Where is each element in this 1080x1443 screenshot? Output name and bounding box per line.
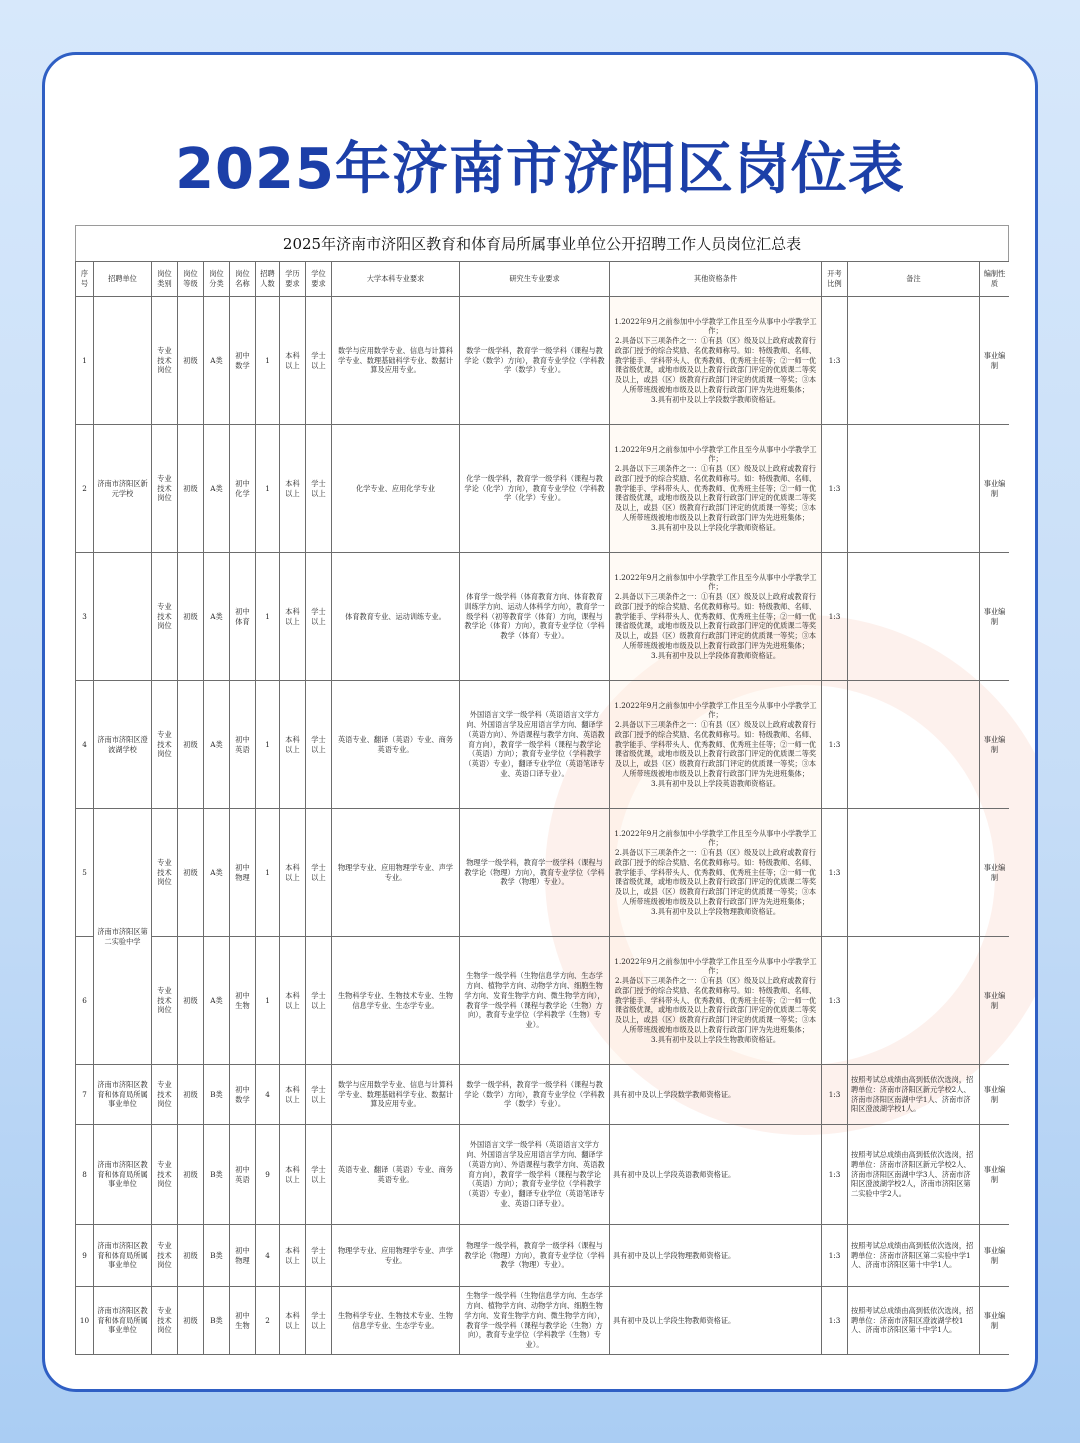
cell-edu: 本科以上 <box>280 681 306 809</box>
cell-no: 7 <box>76 1065 94 1125</box>
cell-nature: 事业编制 <box>980 553 1010 681</box>
cell-postgrad: 数学一级学科，教育学一级学科（课程与教学论（数学）方向），教育专业学位（学科教学（数学）专业）。 <box>460 1065 610 1125</box>
header-cell: 其他资格条件 <box>610 262 822 297</box>
cell-note <box>848 937 980 1065</box>
cell-count: 1 <box>256 681 280 809</box>
cell-no: 2 <box>76 425 94 553</box>
cell-degree: 学士以上 <box>306 553 332 681</box>
cell-ratio: 1:3 <box>822 1125 848 1225</box>
cell-unit <box>94 553 152 681</box>
table-row <box>76 681 1010 809</box>
cell-count: 2 <box>256 1287 280 1355</box>
cell-ratio: 1:3 <box>822 553 848 681</box>
cell-note: 按照考试总成绩由高到低依次选岗，招聘单位：济南市济阳区第二实验中学1人、济南市济阳区第十中学1人。 <box>848 1225 980 1287</box>
cell-degree: 学士以上 <box>306 1287 332 1355</box>
cell-level: 初级 <box>178 809 204 937</box>
cell-count: 1 <box>256 425 280 553</box>
cell-postgrad: 化学一级学科，教育学一级学科（课程与教学论（化学）方向），教育专业学位（学科教学（化学）专业）。 <box>460 425 610 553</box>
cell-edu: 本科以上 <box>280 1125 306 1225</box>
cell-undergrad: 生物科学专业、生物技术专业、生物信息学专业、生态学专业。 <box>332 1287 460 1355</box>
cell-other: 1.2022年9月之前参加中小学教学工作且至今从事中小学教学工作； 2.具备以下三项条件之一：①有县（区）级及以上政府或教育行政部门授予的综合奖励、名优教师称号。如：特级教师、名师、教学能手、学科带头人、优秀教师、优秀班主任等；②一师一优课省级优课，或地市级及以上教育行政部门评定的优质课二等奖及以上，或县（区）级教育行政部门评定的优质课一等奖；③本人所带班级被地市级及以上教育行政部门评为先进班集体； 3.具有初中及以上学段化学教师资格证。 <box>610 425 822 553</box>
header-cell: 岗位名称 <box>230 262 256 297</box>
cell-post: 初中英语 <box>230 1125 256 1225</box>
cell-unit: 济南市济阳区澄波湖学校 <box>94 681 152 809</box>
cell-unit: 济南市济阳区教育和体育局所属事业单位 <box>94 1125 152 1225</box>
cell-ratio: 1:3 <box>822 297 848 425</box>
cell-postgrad: 物理学一级学科，教育学一级学科（课程与教学论（物理）方向），教育专业学位（学科教学（物理）专业）。 <box>460 809 610 937</box>
cell-edu: 本科以上 <box>280 809 306 937</box>
cell-no: 6 <box>76 937 94 1065</box>
header-cell: 岗位等级 <box>178 262 204 297</box>
cell-count: 9 <box>256 1125 280 1225</box>
cell-category: 专业技术岗位 <box>152 809 178 937</box>
cell-degree: 学士以上 <box>306 809 332 937</box>
cell-other: 1.2022年9月之前参加中小学教学工作且至今从事中小学教学工作； 2.具备以下三项条件之一：①有县（区）级及以上政府或教育行政部门授予的综合奖励、名优教师称号。如：特级教师、名师、教学能手、学科带头人、优秀教师、优秀班主任等；②一师一优课省级优课，或地市级及以上教育行政部门评定的优质课二等奖及以上，或县（区）级教育行政部门评定的优质课一等奖；③本人所带班级被地市级及以上教育行政部门评为先进班集体； 3.具有初中及以上学段生物教师资格证。 <box>610 937 822 1065</box>
cell-note <box>848 297 980 425</box>
header-cell: 大学本科专业要求 <box>332 262 460 297</box>
cell-unit: 济南市济阳区教育和体育局所属事业单位 <box>94 1065 152 1125</box>
cell-edu: 本科以上 <box>280 1065 306 1125</box>
header-cell: 学历要求 <box>280 262 306 297</box>
header-cell: 招聘人数 <box>256 262 280 297</box>
cell-undergrad: 物理学专业、应用物理学专业、声学专业。 <box>332 809 460 937</box>
cell-nature: 事业编制 <box>980 1065 1010 1125</box>
cell-postgrad: 生物学一级学科（生物信息学方向、生态学方向、植物学方向、动物学方向、细胞生物学方向、发育生物学方向、微生物学方向），教育学一级学科（课程与教学论（生物）方向），教育专业学位（学科教学（生物）专业）。 <box>460 937 610 1065</box>
cell-note <box>848 425 980 553</box>
cell-unit: 济南市济阳区教育和体育局所属事业单位 <box>94 1225 152 1287</box>
table-row <box>76 1225 1010 1287</box>
cell-no: 4 <box>76 681 94 809</box>
cell-level: 初级 <box>178 1287 204 1355</box>
poster-card <box>42 52 1038 1392</box>
cell-other: 具有初中及以上学段数学教师资格证。 <box>610 1065 822 1125</box>
cell-level: 初级 <box>178 937 204 1065</box>
cell-unit: 济南市济阳区教育和体育局所属事业单位 <box>94 1287 152 1355</box>
cell-ratio: 1:3 <box>822 1225 848 1287</box>
cell-post: 初中生物 <box>230 937 256 1065</box>
cell-edu: 本科以上 <box>280 1225 306 1287</box>
cell-degree: 学士以上 <box>306 425 332 553</box>
cell-postgrad: 生物学一级学科（生物信息学方向、生态学方向、植物学方向、动物学方向、细胞生物学方向、发育生物学方向、微生物学方向），教育学一级学科（课程与教学论（生物）方向），教育专业学位（学科教学（生物）专业）。 <box>460 1287 610 1355</box>
cell-edu: 本科以上 <box>280 425 306 553</box>
cell-undergrad: 体育教育专业、运动训练专业。 <box>332 553 460 681</box>
cell-other: 1.2022年9月之前参加中小学教学工作且至今从事中小学教学工作； 2.具备以下三项条件之一：①有县（区）级及以上政府或教育行政部门授予的综合奖励、名优教师称号。如：特级教师、名师、教学能手、学科带头人、优秀教师、优秀班主任等；②一师一优课省级优课，或地市级及以上教育行政部门评定的优质课二等奖及以上，或县（区）级教育行政部门评定的优质课一等奖；③本人所带班级被地市级及以上教育行政部门评为先进班集体； 3.具有初中及以上学段体育教师资格证。 <box>610 553 822 681</box>
header-cell: 招聘单位 <box>94 262 152 297</box>
cell-class: A类 <box>204 681 230 809</box>
cell-level: 初级 <box>178 425 204 553</box>
table-row <box>76 937 1010 1065</box>
cell-class: B类 <box>204 1225 230 1287</box>
header-cell: 编制性质 <box>980 262 1010 297</box>
cell-class: A类 <box>204 937 230 1065</box>
cell-undergrad: 化学专业、应用化学专业 <box>332 425 460 553</box>
cell-ratio: 1:3 <box>822 425 848 553</box>
cell-degree: 学士以上 <box>306 681 332 809</box>
cell-no: 3 <box>76 553 94 681</box>
cell-ratio: 1:3 <box>822 1065 848 1125</box>
cell-no: 8 <box>76 1125 94 1225</box>
cell-edu: 本科以上 <box>280 553 306 681</box>
header-cell: 研究生专业要求 <box>460 262 610 297</box>
table-row <box>76 297 1010 425</box>
cell-post: 初中生物 <box>230 1287 256 1355</box>
cell-other: 1.2022年9月之前参加中小学教学工作且至今从事中小学教学工作； 2.具备以下三项条件之一：①有县（区）级及以上政府或教育行政部门授予的综合奖励、名优教师称号。如：特级教师、名师、教学能手、学科带头人、优秀教师、优秀班主任等；②一师一优课省级优课，或地市级及以上教育行政部门评定的优质课二等奖及以上，或县（区）级教育行政部门评定的优质课一等奖；③本人所带班级被地市级及以上教育行政部门评为先进班集体； 3.具有初中及以上学段英语教师资格证。 <box>610 681 822 809</box>
cell-ratio: 1:3 <box>822 937 848 1065</box>
table-title: 2025年济南市济阳区教育和体育局所属事业单位公开招聘工作人员岗位汇总表 <box>75 225 1009 261</box>
cell-level: 初级 <box>178 1125 204 1225</box>
cell-other: 1.2022年9月之前参加中小学教学工作且至今从事中小学教学工作； 2.具备以下三项条件之一：①有县（区）级及以上政府或教育行政部门授予的综合奖励、名优教师称号。如：特级教师、名师、教学能手、学科带头人、优秀教师、优秀班主任等；②一师一优课省级优课，或地市级及以上教育行政部门评定的优质课二等奖及以上，或县（区）级教育行政部门评定的优质课一等奖；③本人所带班级被地市级及以上教育行政部门评为先进班集体； 3.具有初中及以上学段数学教师资格证。 <box>610 297 822 425</box>
cell-count: 1 <box>256 937 280 1065</box>
cell-degree: 学士以上 <box>306 1065 332 1125</box>
cell-postgrad: 物理学一级学科，教育学一级学科（课程与教学论（物理）方向），教育专业学位（学科教学（物理）专业）。 <box>460 1225 610 1287</box>
cell-category: 专业技术岗位 <box>152 681 178 809</box>
cell-note <box>848 553 980 681</box>
cell-category: 专业技术岗位 <box>152 425 178 553</box>
cell-level: 初级 <box>178 297 204 425</box>
cell-level: 初级 <box>178 553 204 681</box>
cell-post: 初中化学 <box>230 425 256 553</box>
cell-class: A类 <box>204 553 230 681</box>
cell-ratio: 1:3 <box>822 1287 848 1355</box>
cell-no: 10 <box>76 1287 94 1355</box>
cell-post: 初中物理 <box>230 809 256 937</box>
cell-ratio: 1:3 <box>822 809 848 937</box>
table-row <box>76 1065 1010 1125</box>
header-cell: 备注 <box>848 262 980 297</box>
cell-postgrad: 数学一级学科，教育学一级学科（课程与教学论（数学）方向），教育专业学位（学科教学（数学）专业）。 <box>460 297 610 425</box>
cell-postgrad: 外国语言文学一级学科（英语语言文学方向、外国语言学及应用语言学方向、翻译学（英语方向）、外语课程与教学方向、英语教育方向），教育学一级学科（课程与教学论（英语）方向）；教育专业学位（学科教学（英语）专业），翻译专业学位（英语笔译专业、英语口译专业）。 <box>460 1125 610 1225</box>
cell-ratio: 1:3 <box>822 681 848 809</box>
cell-unit <box>94 297 152 425</box>
cell-unit: 济南市济阳区新元学校 <box>94 425 152 553</box>
cell-class: A类 <box>204 425 230 553</box>
cell-undergrad: 英语专业、翻译（英语）专业、商务英语专业。 <box>332 681 460 809</box>
cell-category: 专业技术岗位 <box>152 1065 178 1125</box>
cell-category: 专业技术岗位 <box>152 937 178 1065</box>
cell-unit: 济南市济阳区第二实验中学 <box>94 809 152 1065</box>
cell-category: 专业技术岗位 <box>152 1225 178 1287</box>
cell-level: 初级 <box>178 681 204 809</box>
cell-nature: 事业编制 <box>980 1225 1010 1287</box>
cell-no: 5 <box>76 809 94 937</box>
cell-count: 1 <box>256 297 280 425</box>
cell-no: 9 <box>76 1225 94 1287</box>
cell-count: 1 <box>256 553 280 681</box>
header-cell: 开考比例 <box>822 262 848 297</box>
cell-note <box>848 681 980 809</box>
cell-post: 初中数学 <box>230 297 256 425</box>
cell-note <box>848 809 980 937</box>
cell-other: 1.2022年9月之前参加中小学教学工作且至今从事中小学教学工作； 2.具备以下三项条件之一：①有县（区）级及以上政府或教育行政部门授予的综合奖励、名优教师称号。如：特级教师、名师、教学能手、学科带头人、优秀教师、优秀班主任等；②一师一优课省级优课，或地市级及以上教育行政部门评定的优质课二等奖及以上，或县（区）级教育行政部门评定的优质课一等奖；③本人所带班级被地市级及以上教育行政部门评为先进班集体； 3.具有初中及以上学段物理教师资格证。 <box>610 809 822 937</box>
table-row <box>76 425 1010 553</box>
cell-class: A类 <box>204 297 230 425</box>
cell-nature: 事业编制 <box>980 1125 1010 1225</box>
table-row <box>76 809 1010 937</box>
job-table-document <box>75 225 1009 1360</box>
cell-count: 1 <box>256 809 280 937</box>
cell-category: 专业技术岗位 <box>152 1287 178 1355</box>
cell-category: 专业技术岗位 <box>152 1125 178 1225</box>
cell-degree: 学士以上 <box>306 297 332 425</box>
cell-nature: 事业编制 <box>980 297 1010 425</box>
cell-other: 具有初中及以上学段英语教师资格证。 <box>610 1125 822 1225</box>
cell-postgrad: 体育学一级学科（体育教育方向、体育教育训练学方向、运动人体科学方向），教育学一级学科（初等教育学（体育）方向，课程与教学论（体育）方向），教育专业学位（学科教学（体育）专业）。 <box>460 553 610 681</box>
cell-post: 初中英语 <box>230 681 256 809</box>
cell-postgrad: 外国语言文学一级学科（英语语言文学方向、外国语言学及应用语言学方向、翻译学（英语方向）、外语课程与教学方向、英语教育方向），教育学一级学科（课程与教学论（英语）方向）；教育专业学位（学科教学（英语）专业），翻译专业学位（英语笔译专业、英语口译专业）。 <box>460 681 610 809</box>
cell-count: 4 <box>256 1065 280 1125</box>
cell-edu: 本科以上 <box>280 297 306 425</box>
cell-degree: 学士以上 <box>306 937 332 1065</box>
table-row <box>76 1287 1010 1355</box>
cell-class: B类 <box>204 1125 230 1225</box>
cell-category: 专业技术岗位 <box>152 297 178 425</box>
cell-edu: 本科以上 <box>280 937 306 1065</box>
cell-undergrad: 生物科学专业、生物技术专业、生物信息学专业、生态学专业。 <box>332 937 460 1065</box>
cell-category: 专业技术岗位 <box>152 553 178 681</box>
header-cell: 序号 <box>76 262 94 297</box>
cell-edu: 本科以上 <box>280 1287 306 1355</box>
cell-level: 初级 <box>178 1225 204 1287</box>
cell-other: 具有初中及以上学段生物教师资格证。 <box>610 1287 822 1355</box>
cell-level: 初级 <box>178 1065 204 1125</box>
header-cell: 岗位分类 <box>204 262 230 297</box>
cell-class: B类 <box>204 1287 230 1355</box>
cell-nature: 事业编制 <box>980 681 1010 809</box>
cell-other: 具有初中及以上学段物理教师资格证。 <box>610 1225 822 1287</box>
cell-note: 按照考试总成绩由高到低依次选岗，招聘单位：济南市济阳区新元学校2人、济南市济阳区南湖中学1人、济南市济阳区澄波湖学校1人。 <box>848 1065 980 1125</box>
table-row <box>76 1125 1010 1225</box>
table-row <box>76 553 1010 681</box>
cell-post: 初中物理 <box>230 1225 256 1287</box>
cell-nature: 事业编制 <box>980 937 1010 1065</box>
cell-no: 1 <box>76 297 94 425</box>
header-cell: 岗位类别 <box>152 262 178 297</box>
cell-note: 按照考试总成绩由高到低依次选岗，招聘单位：济南市济阳区新元学校2人、济南市济阳区南湖中学3人、济南市济阳区澄波湖学校2人，济南市济阳区第二实验中学2人。 <box>848 1125 980 1225</box>
cell-nature: 事业编制 <box>980 425 1010 553</box>
cell-undergrad: 数学与应用数学专业、信息与计算科学专业、数理基础科学专业、数据计算及应用专业。 <box>332 1065 460 1125</box>
cell-nature: 事业编制 <box>980 809 1010 937</box>
cell-undergrad: 英语专业、翻译（英语）专业、商务英语专业。 <box>332 1125 460 1225</box>
cell-undergrad: 物理学专业、应用物理学专业、声学专业。 <box>332 1225 460 1287</box>
cell-post: 初中体育 <box>230 553 256 681</box>
cell-note: 按照考试总成绩由高到低依次选岗，招聘单位：济南市济阳区澄波湖学校1人、济南市济阳区第十中学1人。 <box>848 1287 980 1355</box>
cell-class: A类 <box>204 809 230 937</box>
page-title: 2025年济南市济阳区岗位表 <box>175 137 905 202</box>
job-table <box>75 261 1009 1355</box>
cell-degree: 学士以上 <box>306 1125 332 1225</box>
cell-class: B类 <box>204 1065 230 1125</box>
header-cell: 学位要求 <box>306 262 332 297</box>
cell-post: 初中数学 <box>230 1065 256 1125</box>
cell-nature: 事业编制 <box>980 1287 1010 1355</box>
cell-count: 4 <box>256 1225 280 1287</box>
cell-degree: 学士以上 <box>306 1225 332 1287</box>
cell-undergrad: 数学与应用数学专业、信息与计算科学专业、数理基础科学专业、数据计算及应用专业。 <box>332 297 460 425</box>
table-header-row <box>76 262 1010 297</box>
